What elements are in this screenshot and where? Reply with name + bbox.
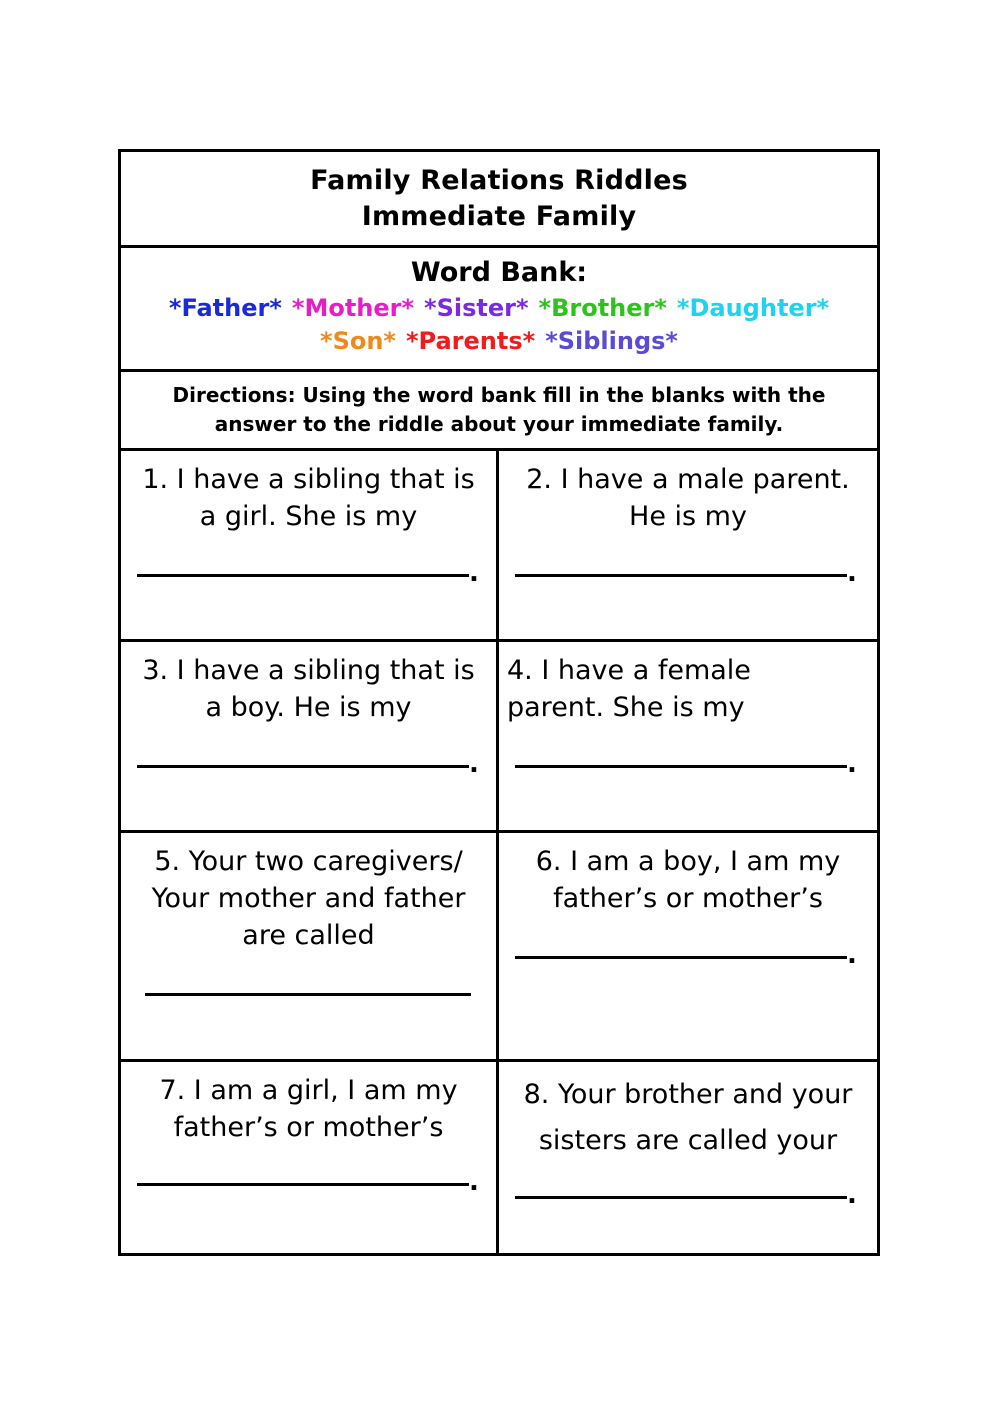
directions-line-1: Directions: Using the word bank fill in the blanks with the — [172, 383, 826, 407]
blank-period: . — [847, 749, 857, 779]
riddle-text: 8. Your brother and your — [523, 1079, 853, 1110]
word-bank-line-2 — [315, 325, 683, 358]
word-father: *Father* — [168, 294, 282, 322]
title-section — [121, 152, 877, 248]
word-bank-title: Word Bank: — [410, 257, 588, 288]
riddle-text: 5. Your two caregivers/ — [154, 846, 463, 877]
riddle-text: sisters are called your — [538, 1125, 838, 1156]
answer-blank[interactable] — [515, 765, 847, 768]
riddle-text: parent. She is my — [507, 692, 745, 723]
directions-line-2: answer to the riddle about your immediate family. — [214, 412, 784, 436]
riddle-3 — [121, 642, 499, 833]
riddle-text: 1. I have a sibling that is — [142, 464, 475, 495]
word-bank — [121, 248, 877, 372]
riddle-text: Your mother and father — [151, 883, 466, 914]
riddle-4 — [499, 642, 877, 833]
riddle-text: a boy. He is my — [205, 692, 412, 723]
blank-period: . — [469, 558, 479, 588]
blank-period: . — [847, 940, 857, 970]
word-siblings: *Siblings* — [545, 327, 678, 355]
riddle-text: 2. I have a male parent. — [526, 464, 850, 495]
worksheet-subtitle: Immediate Family — [361, 200, 637, 232]
riddle-5 — [121, 833, 499, 1062]
blank-period: . — [847, 1180, 857, 1210]
directions — [121, 372, 877, 451]
riddle-2 — [499, 451, 877, 642]
answer-blank[interactable] — [515, 574, 847, 577]
blank-period: . — [469, 1167, 479, 1197]
word-brother: *Brother* — [538, 294, 667, 322]
answer-blank[interactable] — [145, 993, 471, 996]
riddle-text: father’s or mother’s — [173, 1112, 444, 1143]
riddle-text: 6. I am a boy, I am my — [535, 846, 841, 877]
answer-blank[interactable] — [515, 1196, 847, 1199]
word-parents: *Parents* — [405, 327, 536, 355]
riddle-text: father’s or mother’s — [553, 883, 823, 914]
worksheet — [118, 149, 880, 1256]
riddle-6 — [499, 833, 877, 1062]
riddle-text: 4. I have a female — [507, 655, 751, 686]
riddle-text: 7. I am a girl, I am my — [159, 1075, 458, 1106]
word-mother: *Mother* — [291, 294, 415, 322]
worksheet-title: Family Relations Riddles — [310, 164, 688, 196]
word-bank-line-1 — [164, 292, 834, 325]
answer-blank[interactable] — [515, 956, 847, 959]
answer-blank[interactable] — [137, 765, 469, 768]
riddle-grid — [121, 451, 877, 1253]
riddle-1 — [121, 451, 499, 642]
blank-period: . — [847, 558, 857, 588]
answer-blank[interactable] — [137, 574, 469, 577]
word-sister: *Sister* — [424, 294, 529, 322]
riddle-7 — [121, 1062, 499, 1253]
riddle-text: 3. I have a sibling that is — [142, 655, 475, 686]
answer-blank[interactable] — [137, 1183, 469, 1186]
riddle-text: He is my — [629, 501, 747, 532]
word-son: *Son* — [320, 327, 396, 355]
word-daughter: *Daughter* — [676, 294, 830, 322]
blank-period: . — [469, 749, 479, 779]
riddle-text: a girl. She is my — [199, 501, 418, 532]
riddle-8 — [499, 1062, 877, 1253]
riddle-text: are called — [242, 920, 375, 951]
